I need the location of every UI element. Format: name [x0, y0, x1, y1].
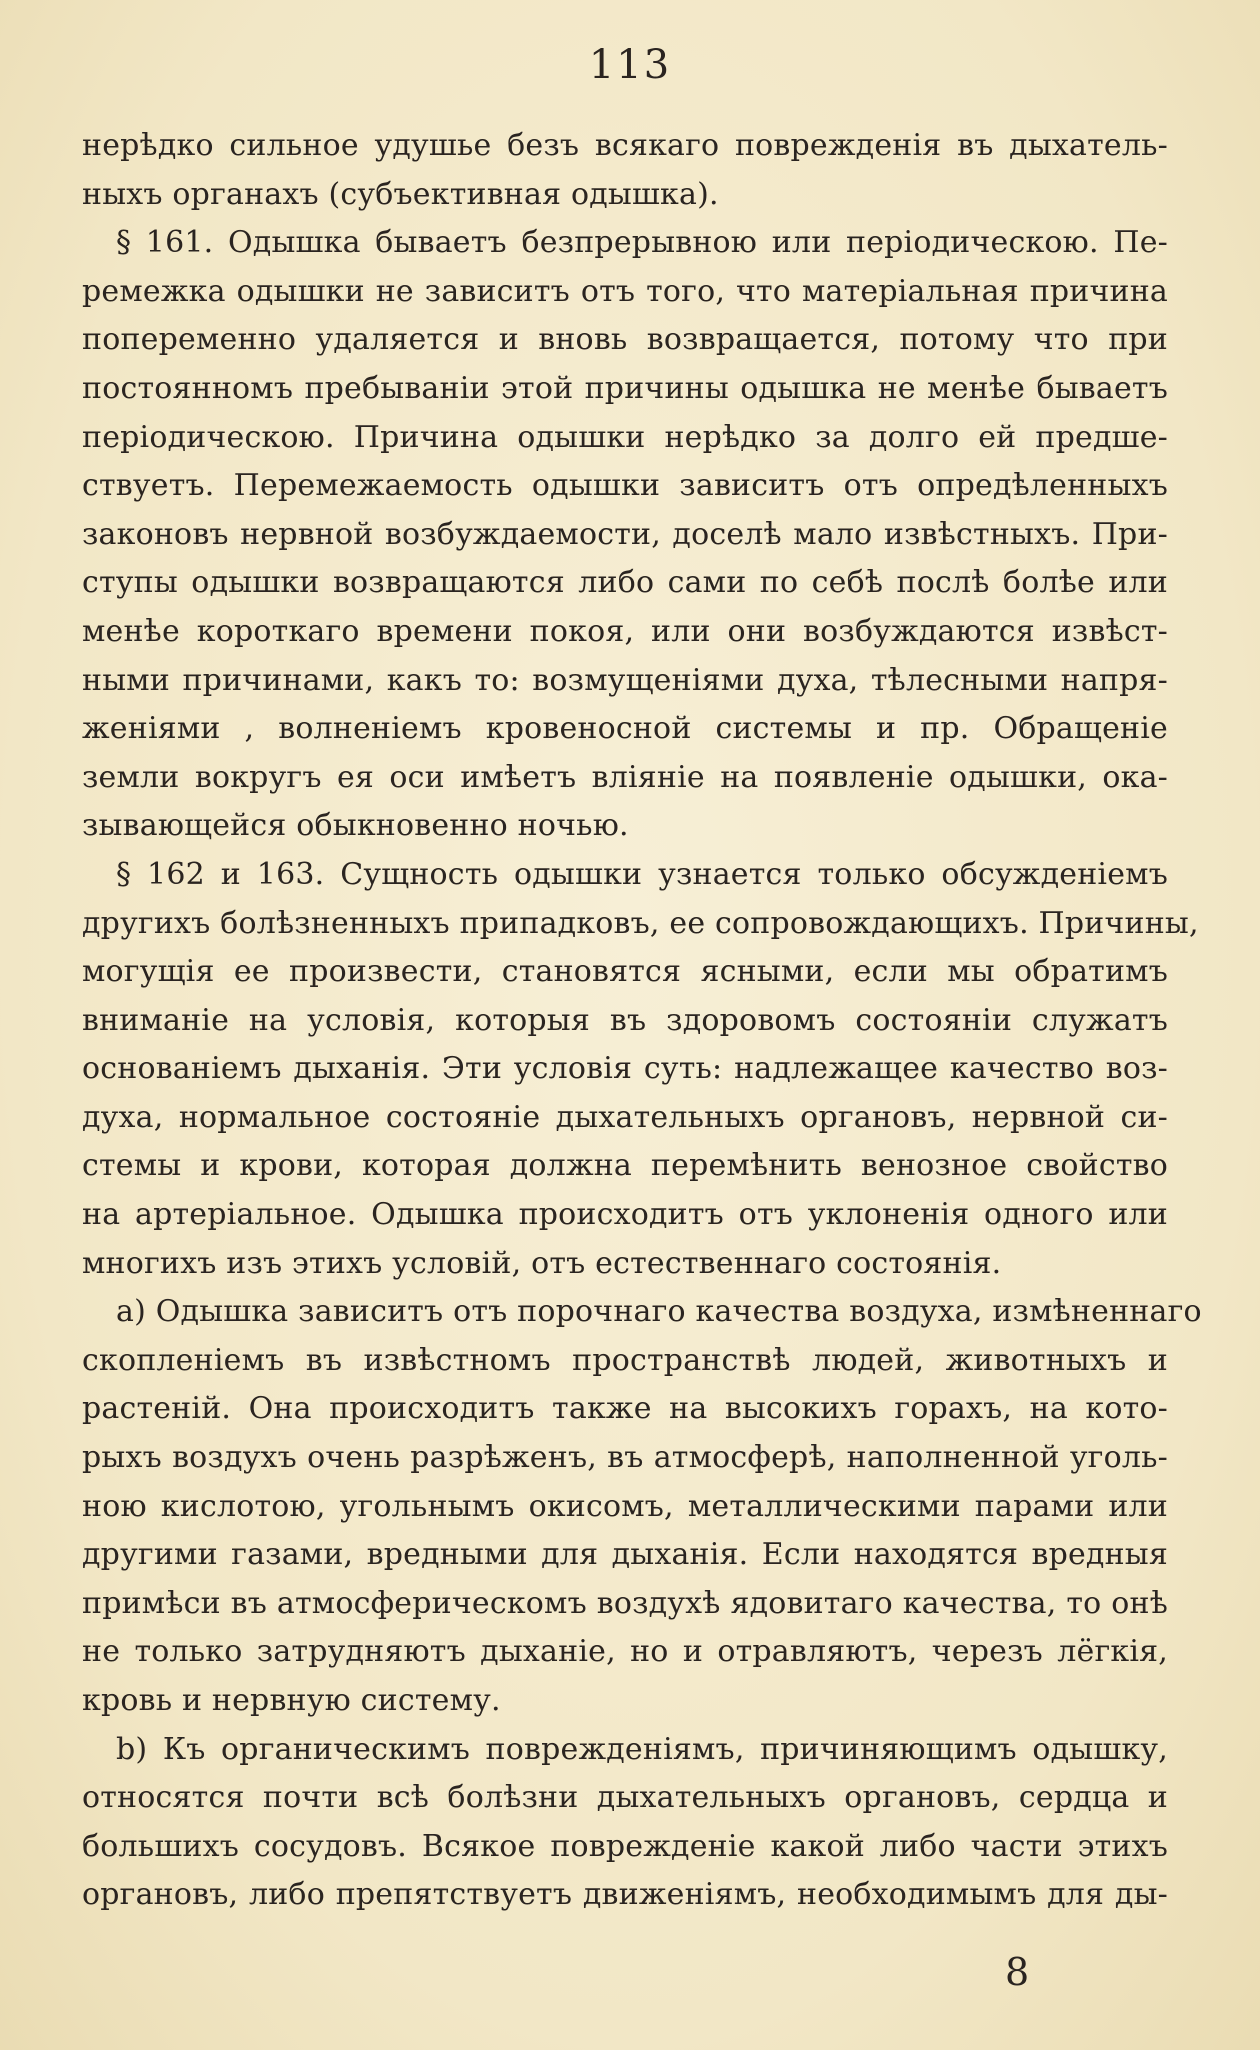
text-line: b) Къ органическимъ поврежденіямъ, причиняющимъ одышку, — [116, 1731, 1168, 1767]
text-line: основаніемъ дыханія. Эти условія суть: надлежащее качество воз- — [82, 1051, 1168, 1087]
text-line: другихъ болѣзненныхъ припадковъ, ее сопровождающихъ. Причины, — [82, 905, 1199, 941]
text-line: примѣси въ атмосферическомъ воздухѣ ядовитаго качества, то онѣ — [82, 1585, 1168, 1621]
text-line: растеній. Она происходитъ также на высокихъ горахъ, на кото- — [82, 1391, 1168, 1427]
text-line: ступы одышки возвращаются либо сами по себѣ послѣ болѣе или — [82, 565, 1168, 601]
text-line: кровь и нервную систему. — [82, 1683, 501, 1718]
text-line: женіями , волненіемъ кровеносной системы и пр. Обращеніе — [82, 711, 1168, 747]
text-line: періодическою. Причина одышки нерѣдко за долго ей предше- — [82, 419, 1168, 455]
text-line: большихъ сосудовъ. Всякое поврежденіе какой либо части этихъ — [82, 1828, 1168, 1864]
text-line: a) Одышка зависитъ отъ порочнаго качества воздуха, измѣненнаго — [116, 1294, 1202, 1330]
text-line: стемы и крови, которая должна перемѣнить венозное свойство — [82, 1148, 1168, 1184]
text-line: на артеріальное. Одышка происходитъ отъ уклоненія одного или — [82, 1197, 1168, 1233]
page-number: 113 — [588, 42, 672, 88]
text-line: постоянномъ пребываніи этой причины одышка не менѣе бываетъ — [82, 370, 1168, 406]
text-line: зывающейся обыкновенно ночью. — [82, 808, 629, 844]
text-line: органовъ, либо препятствуетъ движеніямъ, необходимымъ для ды- — [82, 1877, 1168, 1913]
text-line: многихъ изъ этихъ условій, отъ естественнаго состоянія. — [82, 1245, 1002, 1281]
text-line: другими газами, вредными для дыханія. Если находятся вредныя — [82, 1537, 1168, 1573]
text-line: рыхъ воздухъ очень разрѣженъ, въ атмосферѣ, наполненной уголь- — [82, 1440, 1168, 1476]
text-line: ными причинами, какъ то: возмущеніями духа, тѣлесными напря- — [82, 662, 1168, 698]
text-line: законовъ нервной возбуждаемости, доселѣ мало извѣстныхъ. При- — [82, 516, 1168, 552]
text-line: ремежка одышки не зависитъ отъ того, что матеріальная причина — [82, 273, 1168, 309]
text-line: нерѣдко сильное удушье безъ всякаго поврежденія въ дыхатель- — [82, 128, 1168, 163]
text-line: § 162 и 163. Сущность одышки узнается только обсужденіемъ — [116, 856, 1168, 892]
text-line: вниманіе на условія, которыя въ здоровомъ состояніи служатъ — [82, 1002, 1168, 1038]
signature-mark: 8 — [1005, 1950, 1030, 1994]
text-line: менѣе короткаго времени покоя, или они возбуждаются извѣст- — [82, 613, 1168, 649]
text-line: ствуетъ. Перемежаемость одышки зависитъ отъ опредѣленныхъ — [82, 468, 1168, 504]
text-line: земли вокругъ ея оси имѣетъ вліяніе на появленіе одышки, ока- — [82, 759, 1168, 795]
text-line: скопленіемъ въ извѣстномъ пространствѣ людей, животныхъ и — [82, 1342, 1168, 1378]
text-line: не только затрудняютъ дыханіе, но и отравляютъ, черезъ лёгкія, — [82, 1634, 1168, 1670]
text-line: относятся почти всѣ болѣзни дыхательныхъ органовъ, сердца и — [82, 1780, 1168, 1816]
body-text — [82, 122, 1202, 1920]
text-line: могущія ее произвести, становятся ясными, если мы обратимъ — [82, 954, 1168, 990]
text-line: попеременно удаляется и вновь возвращается, потому что при — [82, 322, 1168, 358]
text-line: духа, нормальное состояніе дыхательныхъ органовъ, нервной си- — [82, 1099, 1168, 1135]
text-line: ною кислотою, угольнымъ окисомъ, металлическими парами или — [82, 1488, 1168, 1524]
text-line: ныхъ органахъ (субъективная одышка). — [82, 176, 719, 212]
text-line: § 161. Одышка бываетъ безпрерывною или періодическою. Пе- — [116, 225, 1168, 261]
